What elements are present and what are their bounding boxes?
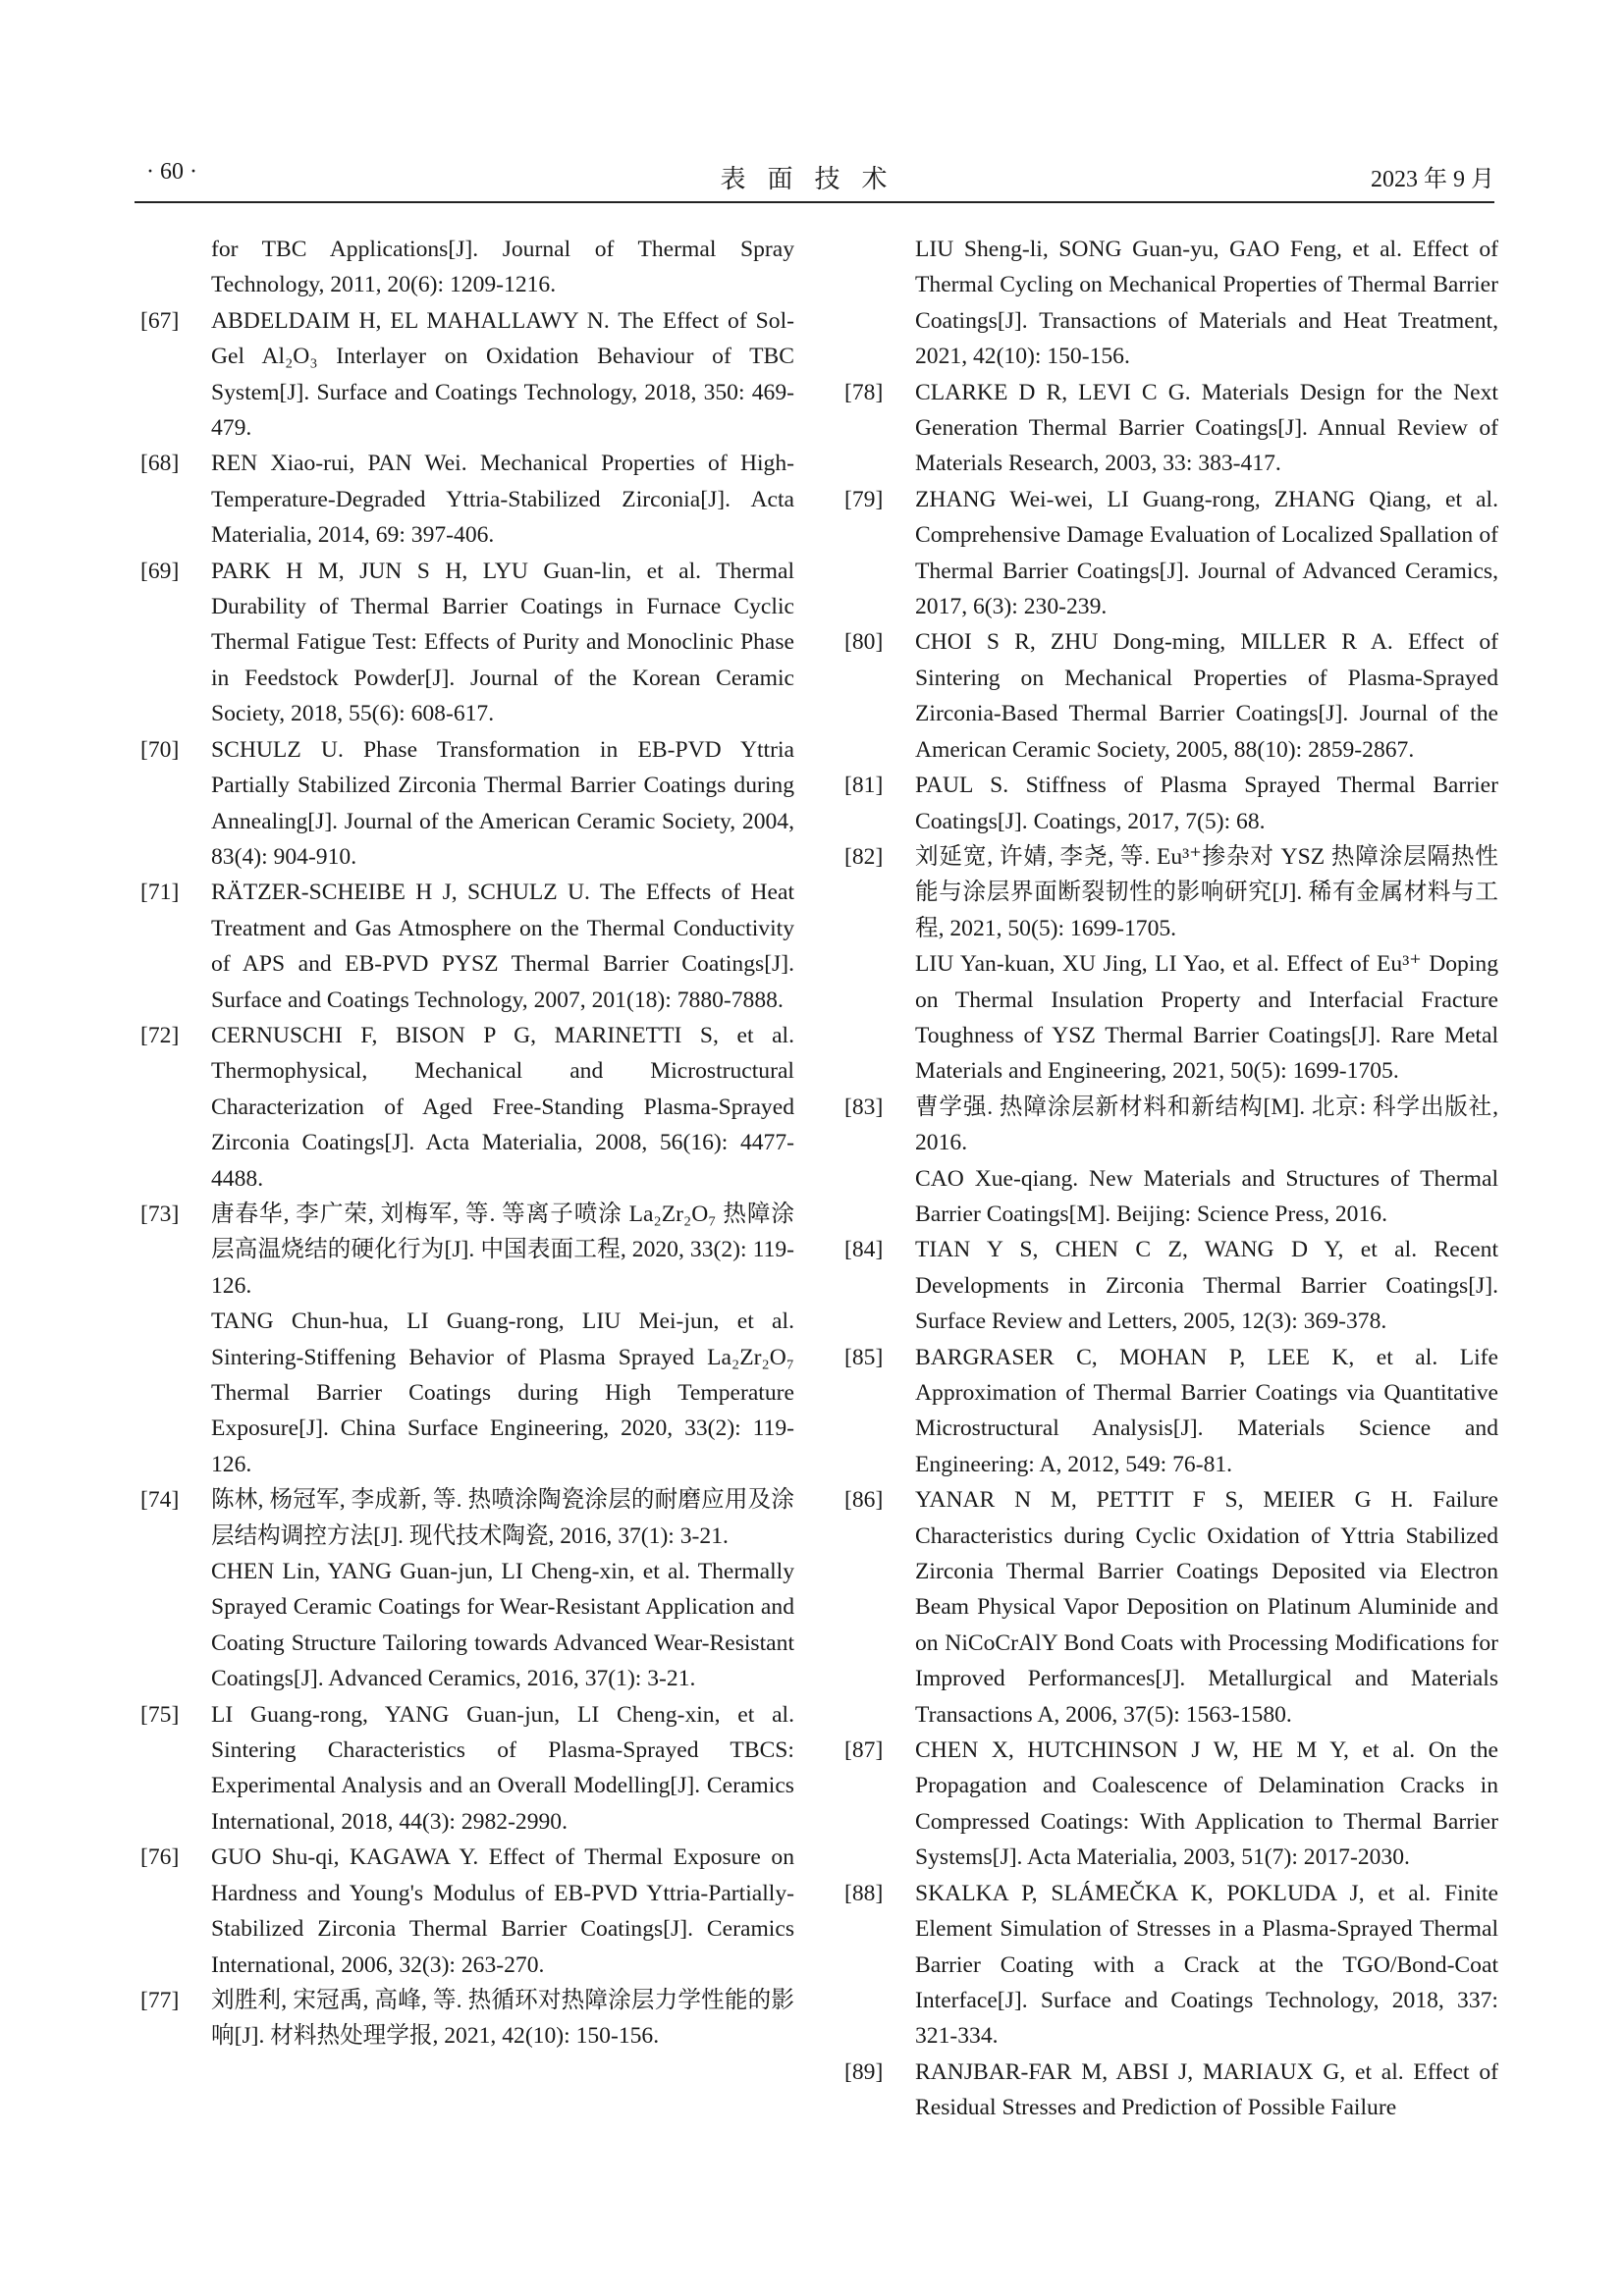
reference-text: PAUL S. Stiffness of Plasma Sprayed Thermal Barrier Coatings[J]. Coatings, 2017, 7(5): 68. [915, 773, 1498, 834]
journal-title: 表面技术 [720, 165, 909, 193]
reference-column-right [844, 232, 1498, 2126]
reference-entry [844, 1876, 1498, 2055]
reference-text: SKALKA P, SLÁMEČKA K, POKLUDA J, et al. Finite Element Simulation of Stresses in a Plasma-Sprayed Thermal Barrier Coating with a Crack at the TGO/Bond-Coat Interface[J]. Surface and Coatings Technology, 2018, 337: 321-334. [915, 1880, 1498, 2050]
reference-text: REN Xiao-rui, PAN Wei. Mechanical Properties of High-Temperature-Degraded Yttria-Stabilized Zirconia[J]. Acta Materialia, 2014, 69: 397-406. [211, 451, 794, 549]
reference-text: 刘延宽, 许婧, 李尧, 等. Eu³⁺掺杂对 YSZ 热障涂层隔热性能与涂层界面断裂韧性的影响研究[J]. 稀有金属材料与工程, 2021, 50(5): 1699-1705. [915, 843, 1498, 941]
reference-entry [140, 1697, 794, 1841]
page-number: · 60 · [146, 159, 197, 185]
reference-number: [68] [140, 451, 180, 477]
reference-text: SCHULZ U. Phase Transformation in EB-PVD Yttria Partially Stabilized Zirconia Thermal Barrier Coatings during Annealing[J]. Journal of the American Ceramic Society, 2004, 83(4): 904-910. [211, 736, 794, 870]
reference-text: YANAR N M, PETTIT F S, MEIER G H. Failure Characteristics during Cyclic Oxidation of Yttria Stabilized Zirconia Thermal Barrier Coatings Deposited via Electron Beam Physical Vapor Deposition on Platinum Aluminide and on NiCoCrAlY Bond Coats with Processing Modifications for Improved Performances[J]. Metallurgical and Materials Transactions A, 2006, 37(5): 1563-1580. [915, 1487, 1498, 1728]
reference-entry [140, 1840, 794, 1983]
reference-number: [76] [140, 1844, 180, 1871]
reference-text: PARK H M, JUN S H, LYU Guan-lin, et al. Thermal Durability of Thermal Barrier Coatings in Furnace Cyclic Thermal Fatigue Test: Effects of Purity and Monoclinic Phase in Feedstock Powder[J]. Journal of the Korean Ceramic Society, 2018, 55(6): 608-617. [211, 558, 794, 727]
reference-text: ZHANG Wei-wei, LI Guang-rong, ZHANG Qiang, et al. Comprehensive Damage Evaluation of Localized Spallation of Thermal Barrier Coatings[J]. Journal of Advanced Ceramics, 2017, 6(3): 230-239. [915, 486, 1498, 620]
reference-entry [844, 1482, 1498, 1733]
reference-number: [69] [140, 558, 180, 584]
reference-text: 唐春华, 李广荣, 刘梅军, 等. 等离子喷涂 La₂Zr₂O₇ 热障涂层高温烧结的硬化行为[J]. 中国表面工程, 2020, 33(2): 119-126. [211, 1201, 794, 1299]
reference-text: ABDELDAIM H, EL MAHALLAWY N. The Effect of Sol-Gel Al₂O₃ Interlayer on Oxidation Behaviour of TBC System[J]. Surface and Coatings Technology, 2018, 350: 469-479. [211, 307, 794, 442]
reference-text: CERNUSCHI F, BISON P G, MARINETTI S, et al. Thermophysical, Mechanical and Microstructural Characterization of Aged Free-Standing Plasma-Sprayed Zirconia Coatings[J]. Acta Materialia, 2008, 56(16): 4477-4488. [211, 1022, 794, 1192]
reference-text: LIU Sheng-li, SONG Guan-yu, GAO Feng, et al. Effect of Thermal Cycling on Mechanical Properties of Thermal Barrier Coatings[J]. Transactions of Materials and Heat Treatment, 2021, 42(10): 150-156. [915, 237, 1498, 370]
reference-number: [80] [844, 629, 884, 656]
reference-text: RÄTZER-SCHEIBE H J, SCHULZ U. The Effects of Heat Treatment and Gas Atmosphere on the Thermal Conductivity of APS and EB-PVD PYSZ Thermal Barrier Coatings[J]. Surface and Coatings Technology, 2007, 201(18): 7880-7888. [211, 880, 794, 1013]
page-header [135, 159, 1494, 198]
reference-entry [140, 732, 794, 876]
header-rule [135, 201, 1494, 203]
reference-number: [78] [844, 379, 884, 405]
reference-text: CHEN Lin, YANG Guan-jun, LI Cheng-xin, et al. Thermally Sprayed Ceramic Coatings for Wear-Resistant Application and Coating Structure Tailoring towards Advanced Wear-Resistant Coatings[J]. Advanced Ceramics, 2016, 37(1): 3-21. [211, 1559, 794, 1692]
reference-column-left [140, 232, 794, 2055]
reference-text: 陈林, 杨冠军, 李成新, 等. 热喷涂陶瓷涂层的耐磨应用及涂层结构调控方法[J]. 现代技术陶瓷, 2016, 37(1): 3-21. [211, 1487, 794, 1549]
reference-text: GUO Shu-qi, KAGAWA Y. Effect of Thermal Exposure on Hardness and Young's Modulus of EB-PVD Yttria-Partially-Stabilized Zirconia Thermal Barrier Coatings[J]. Ceramics International, 2006, 32(3): 263-270. [211, 1844, 794, 1978]
reference-entry [140, 554, 794, 732]
reference-entry [844, 482, 1498, 625]
reference-entry [140, 303, 794, 447]
reference-entry [844, 1232, 1498, 1339]
reference-entry [844, 839, 1498, 1090]
reference-number: [84] [844, 1237, 884, 1263]
reference-number: [86] [844, 1487, 884, 1514]
reference-text: CHOI S R, ZHU Dong-ming, MILLER R A. Effect of Sintering on Mechanical Properties of Plasma-Sprayed Zirconia-Based Thermal Barrier Coatings[J]. Journal of the American Ceramic Society, 2005, 88(10): 2859-2867. [915, 629, 1498, 763]
reference-number: [87] [844, 1737, 884, 1764]
reference-entry [844, 232, 1498, 375]
reference-text: LI Guang-rong, YANG Guan-jun, LI Cheng-xin, et al. Sintering Characteristics of Plasma-Sprayed TBCS: Experimental Analysis and an Overall Modelling[J]. Ceramics International, 2018, 44(3): 2982-2990. [211, 1701, 794, 1835]
reference-number: [67] [140, 307, 180, 334]
reference-text: for TBC Applications[J]. Journal of Thermal Spray Technology, 2011, 20(6): 1209-1216. [211, 237, 794, 298]
reference-text: 曹学强. 热障涂层新材料和新结构[M]. 北京: 科学出版社, 2016. [915, 1094, 1498, 1156]
reference-entry [140, 1983, 794, 2055]
reference-text: CAO Xue-qiang. New Materials and Structures of Thermal Barrier Coatings[M]. Beijing: Science Press, 2016. [915, 1165, 1498, 1227]
reference-text: CLARKE D R, LEVI C G. Materials Design for the Next Generation Thermal Barrier Coatings[J]. Annual Review of Materials Research, 2003, 33: 383-417. [915, 379, 1498, 477]
reference-number: [81] [844, 773, 884, 799]
issue-date: 2023 年 9 月 [1371, 167, 1494, 192]
reference-text: RANJBAR-FAR M, ABSI J, MARIAUX G, et al. Effect of Residual Stresses and Prediction of Possible Failure [915, 2058, 1498, 2121]
reference-number: [72] [140, 1022, 180, 1048]
reference-text: 刘胜利, 宋冠禹, 高峰, 等. 热循环对热障涂层力学性能的影响[J]. 材料热处理学报, 2021, 42(10): 150-156. [211, 1987, 794, 2050]
reference-number: [85] [844, 1344, 884, 1370]
reference-text: TIAN Y S, CHEN C Z, WANG D Y, et al. Recent Developments in Zirconia Thermal Barrier Coatings[J]. Surface Review and Letters, 2005, 12(3): 369-378. [915, 1237, 1498, 1335]
reference-number: [82] [844, 843, 884, 870]
reference-number: [89] [844, 2058, 884, 2085]
reference-entry [844, 624, 1498, 768]
reference-entry [844, 768, 1498, 839]
reference-number: [71] [140, 880, 180, 906]
reference-entry [844, 1090, 1498, 1233]
reference-entry [844, 1733, 1498, 1876]
reference-text: LIU Yan-kuan, XU Jing, LI Yao, et al. Effect of Eu³⁺ Doping on Thermal Insulation Property and Interfacial Fracture Toughness of YSZ Thermal Barrier Coatings[J]. Rare Metal Materials and Engineering, 2021, 50(5): 1699-1705. [915, 951, 1498, 1085]
reference-number: [77] [140, 1987, 180, 2013]
reference-text: BARGRASER C, MOHAN P, LEE K, et al. Life Approximation of Thermal Barrier Coatings via Quantitative Microstructural Analysis[J]. Materials Science and Engineering: A, 2012, 549: 76-81. [915, 1344, 1498, 1477]
reference-text: CHEN X, HUTCHINSON J W, HE M Y, et al. On the Propagation and Coalescence of Delamination Cracks in Compressed Coatings: With Application to Thermal Barrier Systems[J]. Acta Materialia, 2003, 51(7): 2017-2030. [915, 1737, 1498, 1871]
reference-entry [844, 375, 1498, 482]
reference-entry [140, 232, 794, 303]
reference-number: [83] [844, 1094, 884, 1120]
reference-entry [140, 1197, 794, 1482]
reference-entry [140, 446, 794, 553]
reference-text: TANG Chun-hua, LI Guang-rong, LIU Mei-jun, et al. Sintering-Stiffening Behavior of Plasma Sprayed La₂Zr₂O₇ Thermal Barrier Coatings during High Temperature Exposure[J]. China Surface Engineering, 2020, 33(2): 119-126. [211, 1308, 794, 1477]
reference-number: [79] [844, 486, 884, 512]
reference-entry [140, 1482, 794, 1696]
reference-entry [844, 1340, 1498, 1483]
reference-entry [140, 1018, 794, 1197]
reference-number: [70] [140, 736, 180, 763]
reference-entry [140, 875, 794, 1018]
reference-number: [88] [844, 1880, 884, 1906]
reference-number: [74] [140, 1487, 180, 1514]
reference-number: [73] [140, 1201, 180, 1227]
reference-entry [844, 2055, 1498, 2126]
reference-number: [75] [140, 1701, 180, 1728]
